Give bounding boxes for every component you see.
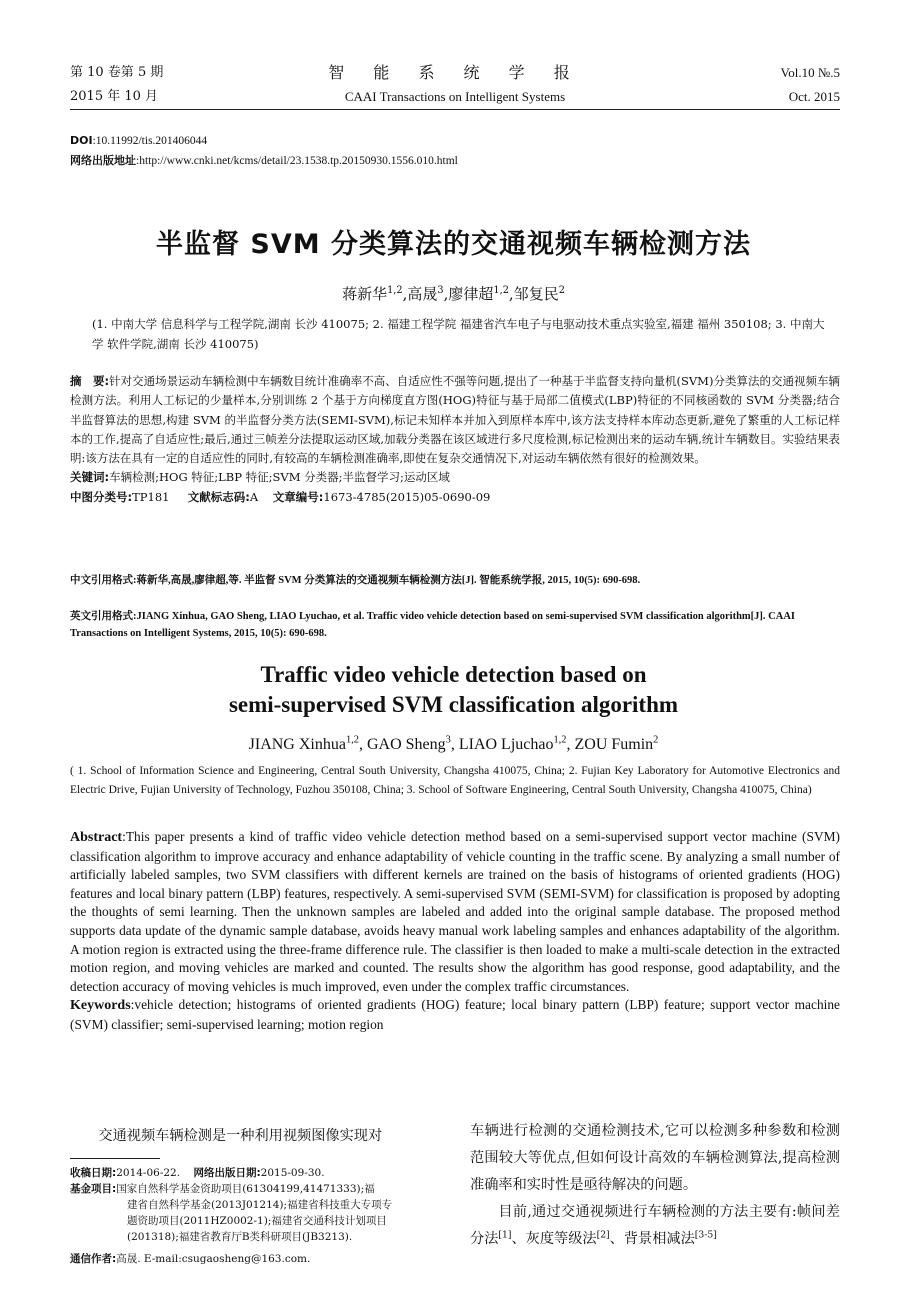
intro-paragraph-start: 交通视频车辆检测是一种利用视频图像实现对: [98, 1128, 383, 1144]
doc-code-label: 文献标志码:: [187, 489, 250, 504]
reference-mark[interactable]: [2]: [596, 1229, 610, 1241]
body-left-column: [70, 1123, 440, 1267]
abstract-cn: [70, 372, 840, 468]
body-text: 目前,通过交通视频进行车辆检测的方法主要有:帧间差分法: [470, 1204, 840, 1247]
corresponding-text: 高晟. E-mail:csugaosheng@163.com.: [116, 1253, 311, 1265]
abstract-en: Abstract:This paper presents a kind of traffic video vehicle detection method based on a semi-supervised support vector machine (SVM) classification algorithm to improve accuracy and enhance adaptability of vehicle counting in the traffic scene. By analyzing a small number of artificially labeled samples, two SVM classifiers with different kernels are trained on the basis of histograms of oriented gradients (HOG) features and local binary pattern (LBP) features, respectively. A semi-supervised SVM (SEMI-SVM) for classification is proposed by adopting the thoughts of semi learning. Then the unknown samples are labeled and added into the original sample database. The proposed method supports data update of the dynamic sample database, avoids heavy manual work labeling samples and enhances adaptability of the algorithm. A motion region is extracted using the three-frame difference rule. The classifier is then loaded to make a multi-scale detection in the extracted motion region, and moving vehicles are marked and counted. The results show the algorithm has good response, good adaptability, and the detection accuracy of moving vehicles is much improved, even under the complex traffic circumstances.: [70, 829, 840, 994]
author-en: JIANG Xinhua: [248, 736, 346, 753]
citation-cn-label: 中文引用格式:: [70, 575, 137, 586]
reference-mark[interactable]: [3-5]: [694, 1229, 717, 1241]
fund-text-line: (201318);福建省教育厅B类科研项目(JB3213).: [127, 1231, 353, 1243]
author-affil-mark: 1,2: [387, 285, 403, 296]
keywords-en: Keywords:vehicle detection; histograms of oriented gradients (HOG) feature; local binary pattern (LBP) feature; support vector machine (SVM) classifier; semi-supervised learning; motion region: [70, 997, 840, 1032]
corresponding-label: 通信作者:: [70, 1253, 117, 1265]
doi-line: DOI:10.11992/tis.201406044: [70, 134, 208, 147]
clc-value: TP181: [132, 489, 170, 504]
fund-text: 国家自然科学基金资助项目(61304199,41471333);福: [116, 1183, 375, 1195]
author-affil-mark: 1,2: [553, 734, 567, 746]
footnote-rule: [70, 1158, 160, 1159]
title-en: [0, 660, 907, 720]
received-value: 2014-06-22.: [116, 1167, 181, 1179]
keywords-en-text: vehicle detection; histograms of oriented gradients (HOG) feature; local binary pattern (LBP) feature; support vector machine (SVM) classifier; semi-supervised learning; motion region: [70, 997, 840, 1032]
header-date-en: Oct. 2015: [788, 89, 840, 104]
author-en: GAO Sheng: [366, 736, 446, 753]
author-cn: 高晟: [407, 285, 438, 303]
body-text: 、背景相减法: [609, 1231, 695, 1247]
keywords-cn: [70, 468, 840, 487]
header-date-cn: 2015 年 10 月: [70, 89, 159, 104]
abstract-cn-block: [70, 372, 840, 507]
author-affil-mark: 2: [653, 734, 659, 746]
clc-label: 中图分类号:: [70, 489, 133, 504]
abstract-en-label: Abstract: [70, 830, 123, 845]
abstract-cn-text: 针对交通场景运动车辆检测中车辆数目统计准确率不高、自适应性不强等问题,提出了一种基于半监督支持向量机(SVM)分类算法的交通视频车辆检测方法。利用人工标记的少量样本,分别训练 2 个基于方向梯度直方图(HOG)特征与基于局部二值模式(LBP)特征的不同核函数的 SVM 分类器;结合半监督算法的思想,构建 SVM 的半监督分类方法(SEMI-SVM),标记未知样本并加入到原样本库中,该方法支持样本库动态更新,避免了繁重的人工标记样本的工作,提高了自适应性;最后,通过三帧差分法提取运动区域,加载分类器在该区域进行多尺度检测,标记检测出来的运动车辆,统计车辆数目。实验结果表明:该方法在具有一定的自适应性的同时,有较高的车辆检测准确率,即使在复杂交通情况下,对运动车辆依然有很好的检测效果。: [70, 374, 840, 466]
keywords-cn-label: 关键词:: [70, 470, 110, 485]
header-volume-issue: 第 10 卷第 5 期: [70, 65, 164, 80]
author-en: ZOU Fumin: [574, 736, 654, 753]
fund-text-line: 题资助项目(2011HZ0002-1);福建省交通科技计划项目: [127, 1215, 387, 1227]
keywords-en-label: Keywords: [70, 998, 131, 1014]
doc-code-value: A: [249, 489, 259, 504]
footnotes: [70, 1165, 440, 1267]
footnote-corresponding: [70, 1251, 440, 1267]
online-date-label: 网络出版日期:: [193, 1167, 261, 1179]
article-no-value: 1673-4785(2015)05-0690-09: [323, 489, 491, 504]
fund-label: 基金项目:: [70, 1183, 117, 1195]
affiliation-cn: (1. 中南大学 信息科学与工程学院,湖南 长沙 410075; 2. 福建工程学院 福建省汽车电子与电驱动技术重点实验室,福建 福州 350108; 3. 中南大学 软件学院,湖南 长沙 410075): [92, 317, 825, 351]
body-paragraph: 车辆进行检测的交通检测技术,它可以检测多种参数和检测范围较大等优点,但如何设计高效的车辆检测算法,提高检测准确率和实时性是亟待解决的问题。: [470, 1123, 840, 1193]
abstract-en-block: [70, 828, 840, 1035]
author-affil-mark: 1,2: [345, 734, 359, 746]
journal-name-cn: 智 能 系 统 学 报: [328, 63, 582, 82]
citation-cn-text: 蒋新华,高晟,廖律超,等. 半监督 SVM 分类算法的交通视频车辆检测方法[J]. 智能系统学报, 2015, 10(5): 690-698.: [136, 575, 641, 586]
doi-value[interactable]: 10.11992/tis.201406044: [95, 135, 208, 147]
footnote-fund: [70, 1181, 440, 1197]
authors-cn: 蒋新华$^{1,2}$,高晟$^3$,廖律超$^{1,2}$,邹复民$^2$: [342, 285, 565, 303]
header-volume-en: [781, 62, 840, 108]
author-affil-mark: 1,2: [493, 285, 509, 296]
article-meta: [70, 131, 458, 171]
header-journal: [70, 62, 840, 108]
author-en: LIAO Ljuchao: [458, 736, 554, 753]
affiliation-en: ( 1. School of Information Science and Engineering, Central South University, Changsha 410075, China; 2. Fujian Key Laboratory for Automotive Electronics and Electric Drive, Fujian University of Technology, Fuzhou 350108, China; 3. School of Software Engineering, Central South University, Changsha 410075, China): [70, 765, 840, 796]
received-label: 收稿日期:: [70, 1167, 117, 1179]
online-address-label: 网络出版地址: [70, 154, 136, 167]
online-address-line: 网络出版地址:http://www.cnki.net/kcms/detail/23.1538.tp.20150930.1556.010.html: [70, 154, 458, 167]
footnote-dates: [70, 1165, 440, 1181]
author-cn: 蒋新华: [342, 285, 388, 303]
header-rule: [70, 109, 840, 110]
doi-label: DOI: [70, 134, 93, 147]
authors-en: JIANG Xinhua$^{1,2}$, GAO Sheng$^3$, LIAO Ljuchao$^{1,2}$, ZOU Fumin$^2$: [248, 734, 659, 753]
keywords-cn-text: 车辆检测;HOG 特征;LBP 特征;SVM 分类器;半监督学习;运动区域: [109, 470, 450, 485]
citation-en-label: 英文引用格式:: [70, 611, 137, 622]
body-paragraph: [470, 1199, 840, 1253]
author-affil-mark: 3: [445, 734, 451, 746]
title-en-line: semi-supervised SVM classification algorithm: [228, 692, 679, 717]
header-vol-no: Vol.10 №.5: [780, 65, 840, 80]
online-date-value: 2015-09-30.: [260, 1167, 325, 1179]
abstract-cn-label: 摘 要:: [70, 374, 110, 388]
author-cn: 廖律超: [448, 285, 494, 303]
body-right-column: [470, 1118, 840, 1253]
author-affil-mark: 2: [558, 285, 565, 296]
author-affil-mark: 3: [437, 285, 444, 296]
author-cn: 邹复民: [513, 285, 559, 303]
title-en-line: Traffic video vehicle detection based on: [260, 662, 647, 687]
reference-mark[interactable]: [1]: [498, 1229, 512, 1241]
citation-en: [70, 608, 840, 642]
classification-line: [70, 488, 840, 507]
online-address-link[interactable]: http://www.cnki.net/kcms/detail/23.1538.tp.20150930.1556.010.html: [139, 155, 458, 167]
fund-text-line: 建省自然科学基金(2013J01214);福建省科技重大专项专: [127, 1199, 393, 1211]
running-header: [70, 62, 840, 112]
article-no-label: 文章编号:: [272, 489, 324, 504]
citation-en-text: JIANG Xinhua, GAO Sheng, LIAO Lyuchao, et al. Traffic video vehicle detection based on semi-supervised SVM classification algorithm[J]. CAAI Transactions on Intelligent Systems, 2015, 10(5): 690-698.: [70, 611, 795, 639]
abstract-en-text: This paper presents a kind of traffic video vehicle detection method based on a semi-supervised support vector machine (SVM) classification algorithm to improve accuracy and enhance adaptability of vehicle counting in the traffic scene. By analyzing a small number of artificially labeled samples, two SVM classifiers with different kernels are trained on the basis of histograms of oriented gradients (HOG) features and local binary pattern (LBP) features, respectively. A semi-supervised SVM (SEMI-SVM) for classification is proposed by adopting the thoughts of semi learning. Then the unknown samples are labeled and added into the original sample database. The proposed method supports data update of the dynamic sample database, avoids heavy manual work labeling samples and enhances adaptability of the algorithm. A motion region is extracted using the three-frame difference rule. The classifier is then loaded to make a multi-scale detection in the extracted motion region, and moving vehicles are marked and counted. The results show the algorithm has good response, good adaptability, and the detection accuracy of moving vehicles is much improved, even under the complex traffic circumstances.: [70, 829, 840, 994]
title-cn: 半监督 SVM 分类算法的交通视频车辆检测方法: [155, 229, 751, 260]
journal-name-en: CAAI Transactions on Intelligent Systems: [344, 89, 566, 104]
body-text: 、灰度等级法: [511, 1231, 597, 1247]
citation-cn: [70, 572, 840, 589]
